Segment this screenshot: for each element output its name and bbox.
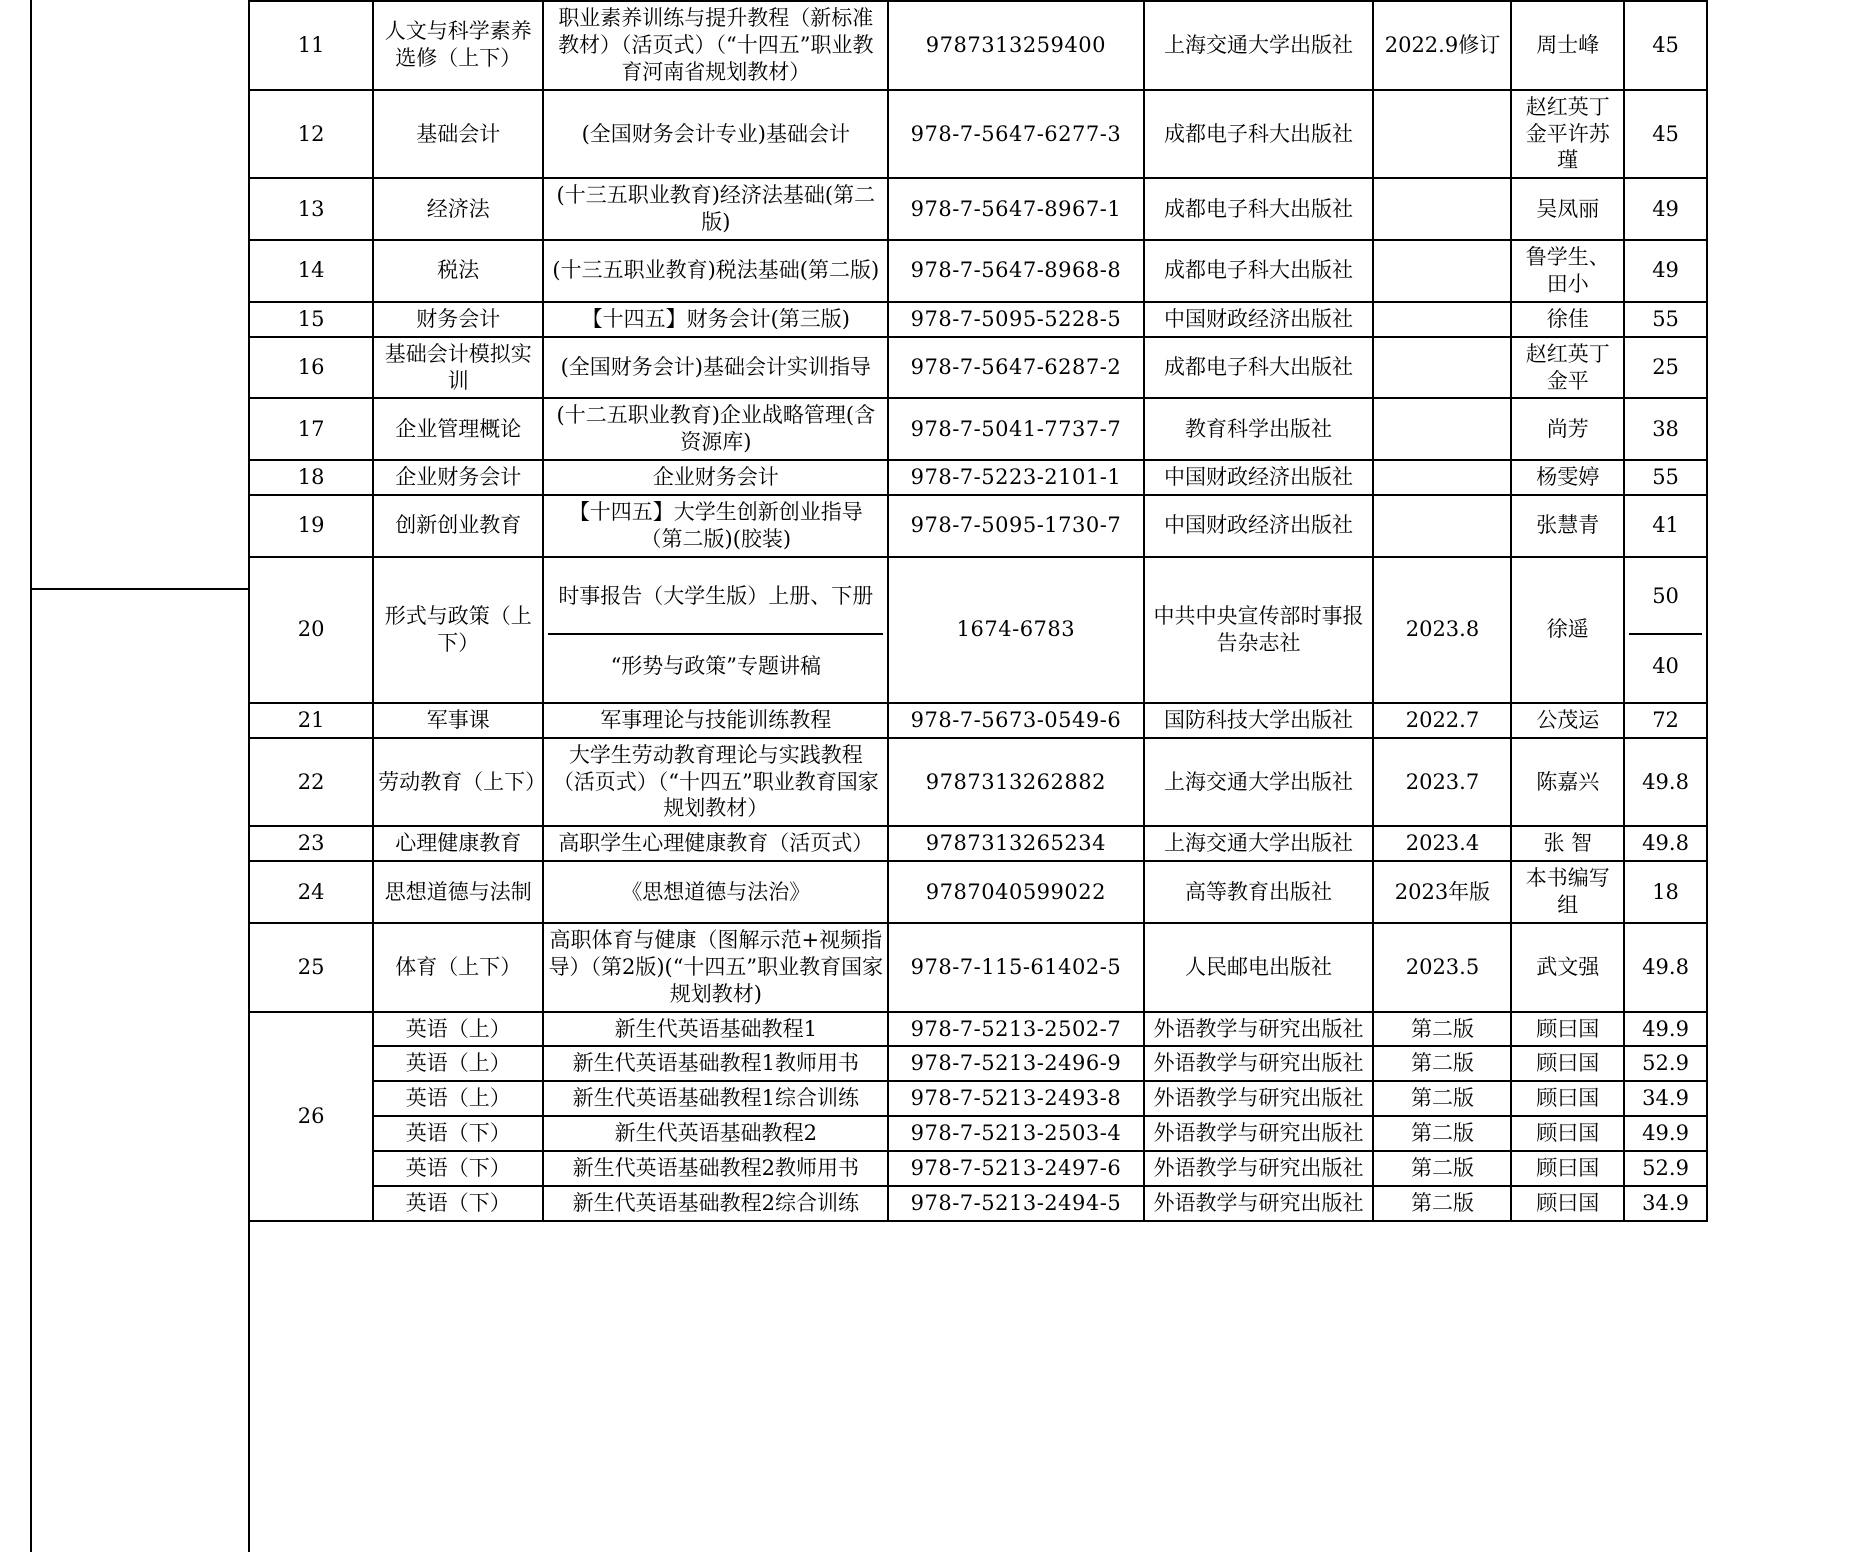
cell-isbn: 978-7-5213-2496-9 [888,1046,1143,1081]
cell-course: 军事课 [373,703,543,738]
cell-edition [1373,302,1511,337]
cell-edition: 2023.8 [1373,557,1511,703]
cell-author: 武文强 [1511,923,1624,1012]
cell-isbn: 978-7-5673-0549-6 [888,703,1143,738]
cell-price: 49.9 [1624,1116,1707,1151]
cell-course: 心理健康教育 [373,826,543,861]
cell-author: 尚芳 [1511,398,1624,460]
cell-isbn: 978-7-5213-2494-5 [888,1186,1143,1221]
cell-author: 赵红英丁金平许苏瑾 [1511,90,1624,179]
cell-press: 中国财政经济出版社 [1144,302,1374,337]
table-row [249,460,1707,495]
cell-price: 18 [1624,861,1707,923]
cell-title: 高职体育与健康（图解示范+视频指导）（第2版)(“十四五”职业教育国家规划教材) [543,923,888,1012]
table-row [249,1186,1707,1221]
cell-title: 高职学生心理健康教育（活页式） [543,826,888,861]
cell-edition: 第二版 [1373,1116,1511,1151]
cell-title: 大学生劳动教育理论与实践教程（活页式）（“十四五”职业教育国家规划教材） [543,738,888,827]
cell-course: 人文与科学素养选修（上下） [373,1,543,90]
cell-press: 中国财政经济出版社 [1144,460,1374,495]
cell-course: 基础会计 [373,90,543,179]
cell-num: 17 [249,398,373,460]
cell-isbn: 978-7-5041-7737-7 [888,398,1143,460]
outer-left-rule [30,0,32,1552]
cell-course: 英语（下） [373,1151,543,1186]
cell-isbn: 9787313259400 [888,1,1143,90]
cell-author: 顾曰国 [1511,1046,1624,1081]
cell-press: 中国财政经济出版社 [1144,495,1374,557]
table-row [249,861,1707,923]
table-row [249,337,1707,399]
cell-isbn: 978-7-5223-2101-1 [888,460,1143,495]
cell-author: 顾曰国 [1511,1081,1624,1116]
textbook-table [248,0,1708,1222]
cell-title: 《思想道德与法治》 [543,861,888,923]
cell-edition: 2022.7 [1373,703,1511,738]
cell-author: 鲁学生、田小 [1511,240,1624,302]
cell-author: 周士峰 [1511,1,1624,90]
cell-course: 企业财务会计 [373,460,543,495]
cell-press: 成都电子科大出版社 [1144,178,1374,240]
cell-num: 14 [249,240,373,302]
cell-edition [1373,90,1511,179]
cell-course: 经济法 [373,178,543,240]
cell-edition: 第二版 [1373,1151,1511,1186]
table-row [249,1,1707,90]
cell-press: 国防科技大学出版社 [1144,703,1374,738]
cell-num: 20 [249,557,373,703]
cell-title: (十三五职业教育)经济法基础(第二版) [543,178,888,240]
cell-author: 徐遥 [1511,557,1624,703]
cell-price: 45 [1624,1,1707,90]
cell-edition: 2023.7 [1373,738,1511,827]
cell-price: 52.9 [1624,1046,1707,1081]
cell-isbn: 978-7-5213-2497-6 [888,1151,1143,1186]
cell-title-line: “形势与政策”专题讲稿 [610,654,822,679]
table-row [249,738,1707,827]
cell-title: 新生代英语基础教程1综合训练 [543,1081,888,1116]
cell-num: 18 [249,460,373,495]
cell-author: 顾曰国 [1511,1186,1624,1221]
cell-course: 税法 [373,240,543,302]
cell-author: 杨雯婷 [1511,460,1624,495]
cell-price: 55 [1624,460,1707,495]
cell-course: 体育（上下） [373,923,543,1012]
cell-author: 顾曰国 [1511,1012,1624,1047]
cell-title-split [543,557,888,703]
cell-edition: 第二版 [1373,1186,1511,1221]
cell-title: 【十四五】财务会计(第三版) [543,302,888,337]
cell-title: (十二五职业教育)企业战略管理(含资源库) [543,398,888,460]
cell-press: 外语教学与研究出版社 [1144,1151,1374,1186]
cell-press: 外语教学与研究出版社 [1144,1012,1374,1047]
cell-author: 徐佳 [1511,302,1624,337]
cell-press: 教育科学出版社 [1144,398,1374,460]
cell-press: 成都电子科大出版社 [1144,240,1374,302]
cell-title-line: 时事报告（大学生版）上册、下册 [548,561,883,634]
table-row [249,90,1707,179]
cell-isbn: 978-7-5647-6287-2 [888,337,1143,399]
cell-price: 41 [1624,495,1707,557]
cell-edition: 第二版 [1373,1012,1511,1047]
cell-isbn: 9787313262882 [888,738,1143,827]
cell-press: 中共中央宣传部时事报告杂志社 [1144,557,1374,703]
cell-price: 49.8 [1624,923,1707,1012]
cell-num: 25 [249,923,373,1012]
cell-course: 企业管理概论 [373,398,543,460]
cell-course: 英语（上） [373,1046,543,1081]
cell-num: 12 [249,90,373,179]
cell-course: 形式与政策（上下） [373,557,543,703]
cell-course: 财务会计 [373,302,543,337]
cell-author: 张 智 [1511,826,1624,861]
cell-press: 成都电子科大出版社 [1144,337,1374,399]
cell-course: 英语（下） [373,1116,543,1151]
cell-course: 思想道德与法制 [373,861,543,923]
table-row [249,240,1707,302]
table-row [249,1116,1707,1151]
cell-press: 成都电子科大出版社 [1144,90,1374,179]
cell-price: 52.9 [1624,1151,1707,1186]
table-row [249,1081,1707,1116]
cell-num: 26 [249,1012,373,1221]
cell-press: 外语教学与研究出版社 [1144,1081,1374,1116]
cell-author: 陈嘉兴 [1511,738,1624,827]
cell-title: 新生代英语基础教程2综合训练 [543,1186,888,1221]
cell-edition [1373,178,1511,240]
cell-price: 72 [1624,703,1707,738]
cell-num: 21 [249,703,373,738]
cell-author: 本书编写组 [1511,861,1624,923]
cell-author: 张慧青 [1511,495,1624,557]
cell-press: 人民邮电出版社 [1144,923,1374,1012]
cell-title: 军事理论与技能训练教程 [543,703,888,738]
cell-title: 新生代英语基础教程1教师用书 [543,1046,888,1081]
table-row [249,302,1707,337]
cell-press: 上海交通大学出版社 [1144,826,1374,861]
cell-author: 顾曰国 [1511,1116,1624,1151]
cell-isbn: 978-7-5647-8968-8 [888,240,1143,302]
cell-press: 上海交通大学出版社 [1144,738,1374,827]
cell-press: 外语教学与研究出版社 [1144,1046,1374,1081]
cell-num: 23 [249,826,373,861]
cell-edition [1373,337,1511,399]
cell-price: 34.9 [1624,1081,1707,1116]
cell-price: 49.8 [1624,826,1707,861]
cell-title: 企业财务会计 [543,460,888,495]
table-row [249,1046,1707,1081]
cell-price-line: 50 [1629,561,1702,634]
cell-num: 16 [249,337,373,399]
cell-author: 赵红英丁金平 [1511,337,1624,399]
cell-price-line: 40 [1652,654,1679,679]
cell-price: 49.8 [1624,738,1707,827]
cell-press: 高等教育出版社 [1144,861,1374,923]
cell-price: 49 [1624,178,1707,240]
cell-isbn: 978-7-5095-1730-7 [888,495,1143,557]
table-row [249,703,1707,738]
cell-price: 25 [1624,337,1707,399]
cell-num: 13 [249,178,373,240]
cell-isbn: 9787313265234 [888,826,1143,861]
cell-course: 英语（上） [373,1012,543,1047]
cell-num: 19 [249,495,373,557]
cell-course: 基础会计模拟实训 [373,337,543,399]
cell-edition: 2023.5 [1373,923,1511,1012]
cell-title: (十三五职业教育)税法基础(第二版) [543,240,888,302]
cell-course: 劳动教育（上下） [373,738,543,827]
cell-press: 外语教学与研究出版社 [1144,1116,1374,1151]
table-row [249,178,1707,240]
cell-title: (全国财务会计专业)基础会计 [543,90,888,179]
cell-isbn: 9787040599022 [888,861,1143,923]
table-row [249,826,1707,861]
cell-num: 24 [249,861,373,923]
cell-isbn: 1674-6783 [888,557,1143,703]
cell-isbn: 978-7-115-61402-5 [888,923,1143,1012]
cell-title: (全国财务会计)基础会计实训指导 [543,337,888,399]
cell-edition [1373,398,1511,460]
cell-title: 【十四五】大学生创新创业指导（第二版)(胶装) [543,495,888,557]
table-row [249,1012,1707,1047]
cell-edition: 2022.9修订 [1373,1,1511,90]
table-row [249,923,1707,1012]
cell-price-split [1624,557,1707,703]
cell-edition [1373,495,1511,557]
cell-title: 职业素养训练与提升教程（新标准教材）（活页式）（“十四五”职业教育河南省规划教材） [543,1,888,90]
cell-title: 新生代英语基础教程1 [543,1012,888,1047]
cell-price: 49 [1624,240,1707,302]
cell-price: 49.9 [1624,1012,1707,1047]
cell-price: 34.9 [1624,1186,1707,1221]
cell-edition [1373,460,1511,495]
cell-press: 外语教学与研究出版社 [1144,1186,1374,1221]
cell-course: 创新创业教育 [373,495,543,557]
cell-title: 新生代英语基础教程2教师用书 [543,1151,888,1186]
cell-isbn: 978-7-5095-5228-5 [888,302,1143,337]
cell-num: 22 [249,738,373,827]
table-row [249,557,1707,703]
cell-edition: 第二版 [1373,1081,1511,1116]
cell-num: 15 [249,302,373,337]
cell-author: 吴凤丽 [1511,178,1624,240]
cell-course: 英语（上） [373,1081,543,1116]
table-row [249,1151,1707,1186]
cell-num: 11 [249,1,373,90]
cell-isbn: 978-7-5647-8967-1 [888,178,1143,240]
cell-press: 上海交通大学出版社 [1144,1,1374,90]
cell-title: 新生代英语基础教程2 [543,1116,888,1151]
cell-edition: 2023年版 [1373,861,1511,923]
cell-author: 顾曰国 [1511,1151,1624,1186]
cell-price: 38 [1624,398,1707,460]
group-divider [30,588,248,590]
cell-author: 公茂运 [1511,703,1624,738]
cell-edition [1373,240,1511,302]
cell-isbn: 978-7-5213-2493-8 [888,1081,1143,1116]
cell-price: 45 [1624,90,1707,179]
cell-price: 55 [1624,302,1707,337]
table-row [249,398,1707,460]
cell-course: 英语（下） [373,1186,543,1221]
table-row [249,495,1707,557]
cell-edition: 第二版 [1373,1046,1511,1081]
cell-edition: 2023.4 [1373,826,1511,861]
cell-isbn: 978-7-5647-6277-3 [888,90,1143,179]
cell-isbn: 978-7-5213-2503-4 [888,1116,1143,1151]
cell-isbn: 978-7-5213-2502-7 [888,1012,1143,1047]
